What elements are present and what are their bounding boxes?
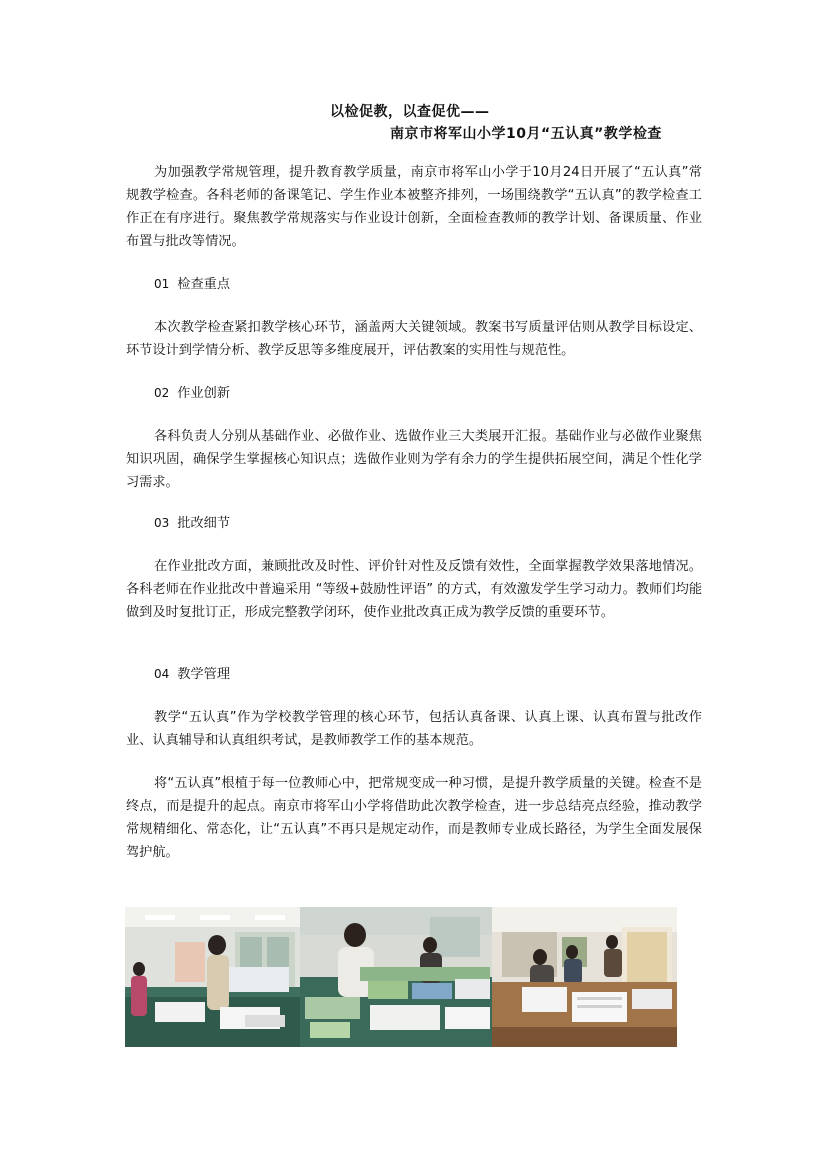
document-title-line2: 南京市将军山小学10月“五认真”教学检查 — [390, 126, 662, 142]
section-title: 批改细节 — [177, 516, 231, 531]
section-body-01: 本次教学检查紧扣教学核心环节，涵盖两大关键领域。教案书写质量评估则从教学目标设定、环节设计到学情分析、教学反思等多维度展开，评估教案的实用性与规范性。 — [126, 320, 702, 358]
photo-teacher-reviewing-homework — [300, 907, 492, 1047]
document-title-line1: 以检促教，以查促优—— — [330, 104, 490, 120]
section-body-02: 各科负责人分别从基础作业、必做作业、选做作业三大类展开汇报。基础作业与必做作业聚焦知识巩固，确保学生掌握核心知识点；选做作业则为学有余力的学生提供拓展空间，满足个性化学习需求。 — [126, 429, 702, 490]
section-heading-01 — [154, 273, 230, 296]
section-heading-04 — [154, 663, 230, 686]
section-number: 01 — [154, 277, 170, 291]
section-title: 检查重点 — [177, 277, 231, 292]
closing-paragraph: 将“五认真”根植于每一位教师心中，把常规变成一种习惯，是提升教学质量的关键。检查不是终点，而是提升的起点。南京市将军山小学将借助此次教学检查，进一步总结亮点经验，推动教学常规精细化、常态化，让“五认真”不再只是规定动作，而是教师专业成长路径，为学生全面发展保驾护航。 — [126, 776, 702, 860]
section-body-03: 在作业批改方面，兼顾批改及时性、评价针对性及反馈有效性，全面掌握教学效果落地情况。各科老师在作业批改中普遍采用 “等级+鼓励性评语” 的方式，有效激发学生学习动力。教师们均能做到及时复批订正，形成完整教学闭环，使作业批改真正成为教学反馈的重要环节。 — [126, 559, 702, 620]
section-number: 04 — [154, 667, 170, 681]
section-number: 02 — [154, 386, 170, 400]
photo-teachers-at-table — [492, 907, 677, 1047]
section-title: 教学管理 — [177, 667, 231, 682]
section-title: 作业创新 — [177, 386, 231, 401]
section-heading-03 — [154, 512, 230, 535]
section-heading-02 — [154, 382, 230, 405]
intro-paragraph: 为加强教学常规管理，提升教育教学质量，南京市将军山小学于10月24日开展了“五认真”常规教学检查。各科老师的备课笔记、学生作业本被整齐排列，一场围绕教学“五认真”的教学检查工作正在有序进行。聚焦教学常规落实与作业设计创新，全面检查教师的教学计划、备课质量、作业布置与批改等情况。 — [126, 165, 702, 249]
section-body-04: 教学“五认真”作为学校教学管理的核心环节，包括认真备课、认真上课、认真布置与批改作业、认真辅导和认真组织考试，是教师教学工作的基本规范。 — [126, 710, 702, 748]
photo-teachers-checking-notebooks — [125, 907, 300, 1047]
section-number: 03 — [154, 516, 170, 530]
photo-strip — [125, 907, 677, 1047]
